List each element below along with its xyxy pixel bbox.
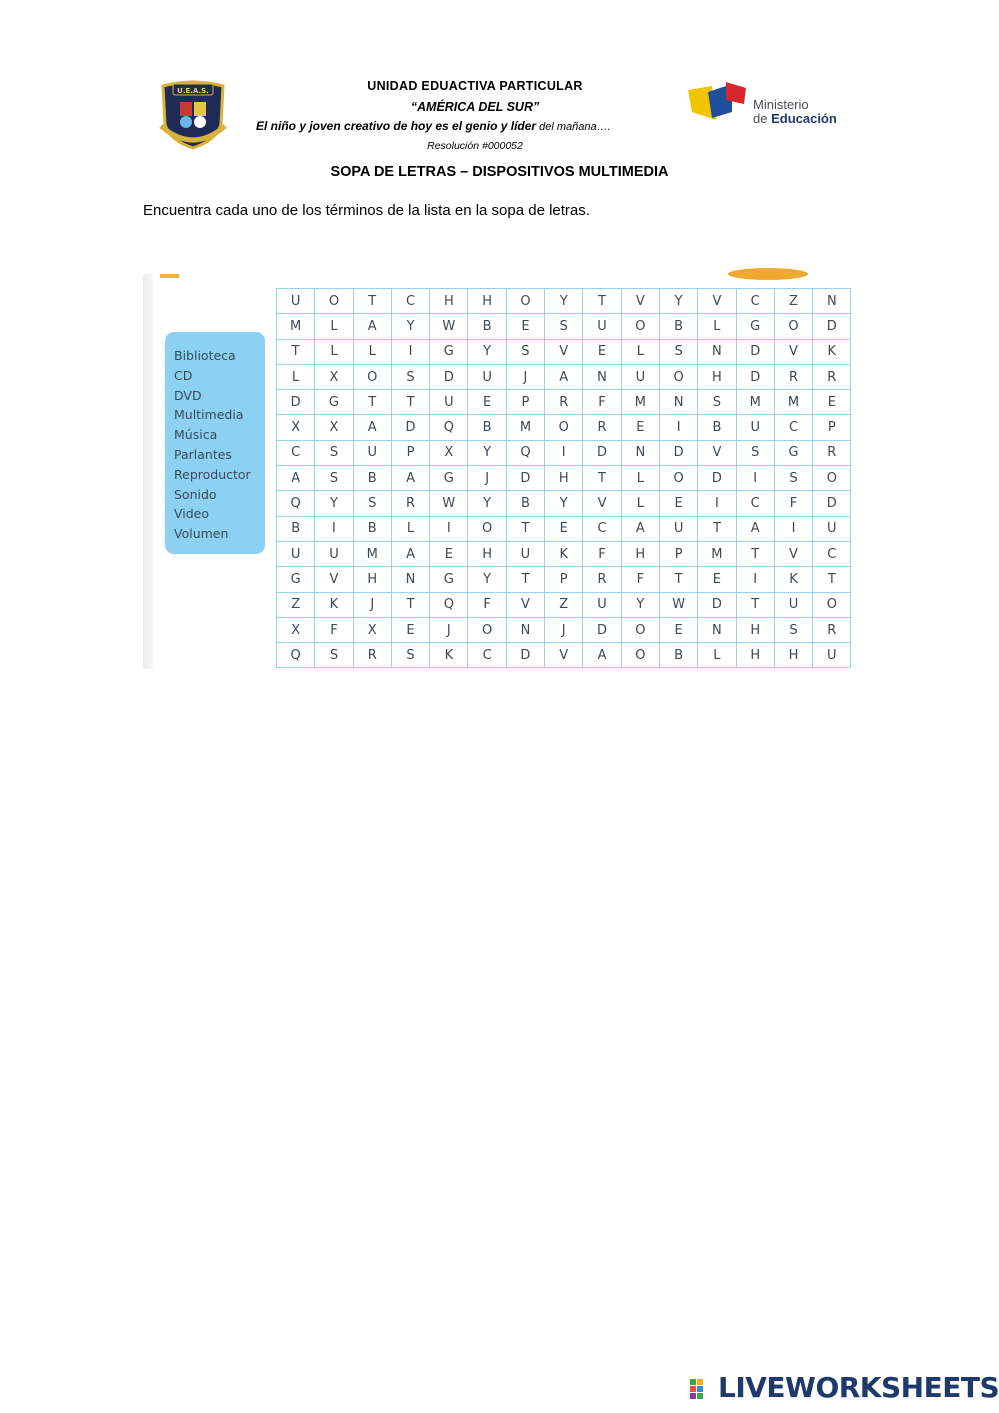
grid-cell[interactable]: G bbox=[774, 440, 812, 465]
grid-cell[interactable]: J bbox=[430, 617, 468, 642]
grid-cell[interactable]: Q bbox=[277, 491, 315, 516]
grid-cell[interactable]: S bbox=[315, 643, 353, 668]
grid-cell[interactable]: A bbox=[621, 516, 659, 541]
grid-cell[interactable]: V bbox=[698, 289, 736, 314]
grid-row bbox=[277, 390, 851, 415]
grid-cell[interactable]: Q bbox=[506, 440, 544, 465]
word-list-item: Sonido bbox=[174, 486, 217, 502]
grid-cell[interactable]: D bbox=[659, 440, 697, 465]
grid-cell[interactable]: L bbox=[698, 643, 736, 668]
grid-cell[interactable]: T bbox=[698, 516, 736, 541]
motto-bold: El niño y joven creativo de hoy es el genio y líder bbox=[256, 119, 537, 133]
grid-cell[interactable]: D bbox=[391, 415, 429, 440]
grid-cell[interactable]: I bbox=[659, 415, 697, 440]
grid-cell[interactable]: T bbox=[353, 289, 391, 314]
grid-cell[interactable]: M bbox=[698, 541, 736, 566]
grid-cell[interactable]: U bbox=[353, 440, 391, 465]
motto-rest: del mañana…. bbox=[536, 121, 611, 133]
grid-cell[interactable]: H bbox=[430, 289, 468, 314]
grid-cell[interactable]: W bbox=[430, 314, 468, 339]
grid-cell[interactable]: E bbox=[468, 390, 506, 415]
grid-cell[interactable]: O bbox=[659, 466, 697, 491]
grid-cell[interactable]: E bbox=[813, 390, 851, 415]
grid-cell[interactable]: Y bbox=[468, 567, 506, 592]
grid-cell[interactable]: U bbox=[736, 415, 774, 440]
grid-cell[interactable]: C bbox=[774, 415, 812, 440]
grid-cell[interactable]: S bbox=[506, 339, 544, 364]
resolution-number: Resolución #000052 bbox=[427, 140, 523, 152]
grid-cell[interactable]: O bbox=[621, 314, 659, 339]
grid-cell[interactable]: D bbox=[698, 592, 736, 617]
grid-cell[interactable]: T bbox=[506, 516, 544, 541]
grid-cell[interactable]: D bbox=[506, 466, 544, 491]
grid-cell[interactable]: R bbox=[545, 390, 583, 415]
grid-cell[interactable]: N bbox=[659, 390, 697, 415]
grid-cell[interactable]: T bbox=[736, 592, 774, 617]
grid-cell[interactable]: H bbox=[774, 643, 812, 668]
grid-cell[interactable]: U bbox=[774, 592, 812, 617]
grid-cell[interactable]: A bbox=[353, 415, 391, 440]
grid-cell[interactable]: K bbox=[774, 567, 812, 592]
grid-cell[interactable]: C bbox=[736, 491, 774, 516]
grid-cell[interactable]: Y bbox=[545, 289, 583, 314]
word-search-figure bbox=[143, 274, 868, 669]
grid-cell[interactable]: O bbox=[659, 364, 697, 389]
grid-cell[interactable]: C bbox=[583, 516, 621, 541]
grid-cell[interactable]: H bbox=[698, 364, 736, 389]
grid-cell[interactable]: L bbox=[391, 516, 429, 541]
grid-cell[interactable]: B bbox=[506, 491, 544, 516]
grid-cell[interactable]: O bbox=[315, 289, 353, 314]
grid-cell[interactable]: S bbox=[659, 339, 697, 364]
grid-cell[interactable]: Y bbox=[315, 491, 353, 516]
grid-cell[interactable]: J bbox=[506, 364, 544, 389]
grid-cell[interactable]: S bbox=[774, 466, 812, 491]
grid-cell[interactable]: S bbox=[315, 440, 353, 465]
grid-cell[interactable]: K bbox=[813, 339, 851, 364]
school-name: UNIDAD EDUACTIVA PARTICULAR bbox=[367, 79, 583, 93]
grid-cell[interactable]: X bbox=[277, 415, 315, 440]
grid-cell[interactable]: M bbox=[774, 390, 812, 415]
grid-cell[interactable]: D bbox=[583, 617, 621, 642]
grid-cell[interactable]: S bbox=[774, 617, 812, 642]
grid-cell[interactable]: O bbox=[813, 466, 851, 491]
grid-cell[interactable]: U bbox=[813, 516, 851, 541]
grid-cell[interactable]: O bbox=[353, 364, 391, 389]
grid-cell[interactable]: O bbox=[468, 617, 506, 642]
grid-cell[interactable]: P bbox=[659, 541, 697, 566]
word-list-item: Volumen bbox=[174, 526, 229, 542]
word-list-item: Multimedia bbox=[174, 407, 244, 423]
grid-cell[interactable]: K bbox=[545, 541, 583, 566]
grid-row bbox=[277, 643, 851, 668]
grid-cell[interactable]: T bbox=[391, 390, 429, 415]
grid-cell[interactable]: Z bbox=[277, 592, 315, 617]
grid-cell[interactable]: U bbox=[277, 289, 315, 314]
grid-cell[interactable]: D bbox=[736, 339, 774, 364]
grid-cell[interactable]: E bbox=[583, 339, 621, 364]
grid-cell[interactable]: D bbox=[583, 440, 621, 465]
document-title: SOPA DE LETRAS – DISPOSITIVOS MULTIMEDIA bbox=[330, 164, 669, 180]
grid-cell[interactable]: S bbox=[545, 314, 583, 339]
figure-top-accent bbox=[160, 274, 179, 278]
grid-row bbox=[277, 314, 851, 339]
word-list-item: Parlantes bbox=[174, 446, 232, 462]
grid-cell[interactable]: P bbox=[506, 390, 544, 415]
grid-cell[interactable]: A bbox=[583, 643, 621, 668]
grid-cell[interactable]: L bbox=[353, 339, 391, 364]
grid-cell[interactable]: C bbox=[468, 643, 506, 668]
grid-cell[interactable]: F bbox=[583, 390, 621, 415]
grid-cell[interactable]: B bbox=[659, 643, 697, 668]
grid-cell[interactable]: V bbox=[621, 289, 659, 314]
grid-cell[interactable]: U bbox=[468, 364, 506, 389]
grid-cell[interactable]: E bbox=[621, 415, 659, 440]
grid-cell[interactable]: T bbox=[583, 466, 621, 491]
grid-row bbox=[277, 541, 851, 566]
grid-cell[interactable]: Y bbox=[468, 339, 506, 364]
grid-cell[interactable]: D bbox=[277, 390, 315, 415]
grid-cell[interactable]: D bbox=[813, 491, 851, 516]
grid-cell[interactable]: U bbox=[583, 314, 621, 339]
word-list-item: Reproductor bbox=[174, 466, 251, 482]
grid-cell[interactable]: M bbox=[353, 541, 391, 566]
grid-cell[interactable]: N bbox=[813, 289, 851, 314]
grid-cell[interactable]: E bbox=[545, 516, 583, 541]
grid-cell[interactable]: L bbox=[698, 314, 736, 339]
grid-cell[interactable]: C bbox=[277, 440, 315, 465]
grid-cell[interactable]: L bbox=[621, 339, 659, 364]
grid-cell[interactable]: Y bbox=[468, 491, 506, 516]
grid-cell[interactable]: V bbox=[315, 567, 353, 592]
grid-cell[interactable]: S bbox=[315, 466, 353, 491]
grid-cell[interactable]: P bbox=[545, 567, 583, 592]
grid-cell[interactable]: X bbox=[430, 440, 468, 465]
grid-cell[interactable]: U bbox=[659, 516, 697, 541]
school-motto bbox=[256, 119, 716, 133]
grid-cell[interactable]: R bbox=[583, 415, 621, 440]
grid-cell[interactable]: H bbox=[353, 567, 391, 592]
word-list bbox=[165, 332, 265, 544]
grid-cell[interactable]: J bbox=[353, 592, 391, 617]
word-list-panel bbox=[165, 332, 265, 554]
word-list-item: Música bbox=[174, 427, 218, 443]
grid-cell[interactable]: V bbox=[774, 339, 812, 364]
grid-cell[interactable]: O bbox=[545, 415, 583, 440]
grid-cell[interactable]: X bbox=[277, 617, 315, 642]
grid-cell[interactable]: N bbox=[698, 617, 736, 642]
grid-cell[interactable]: H bbox=[736, 643, 774, 668]
grid-cell[interactable]: R bbox=[774, 364, 812, 389]
grid-cell[interactable]: O bbox=[774, 314, 812, 339]
grid-cell[interactable]: S bbox=[698, 390, 736, 415]
grid-cell[interactable]: U bbox=[315, 541, 353, 566]
figure-left-shade bbox=[143, 274, 153, 669]
grid-cell[interactable]: T bbox=[736, 541, 774, 566]
grid-cell[interactable]: G bbox=[430, 567, 468, 592]
grid-cell[interactable]: T bbox=[391, 592, 429, 617]
grid-cell[interactable]: I bbox=[698, 491, 736, 516]
grid-cell[interactable]: V bbox=[506, 592, 544, 617]
grid-row bbox=[277, 339, 851, 364]
grid-cell[interactable]: E bbox=[659, 491, 697, 516]
word-list-item: CD bbox=[174, 367, 193, 383]
grid-cell[interactable]: S bbox=[736, 440, 774, 465]
grid-cell[interactable]: A bbox=[277, 466, 315, 491]
grid-cell[interactable]: R bbox=[813, 440, 851, 465]
grid-cell[interactable]: L bbox=[315, 314, 353, 339]
grid-cell[interactable]: L bbox=[621, 466, 659, 491]
grid-cell[interactable]: M bbox=[736, 390, 774, 415]
grid-cell[interactable]: P bbox=[813, 415, 851, 440]
grid-cell[interactable]: I bbox=[391, 339, 429, 364]
grid-cell[interactable]: E bbox=[391, 617, 429, 642]
grid-cell[interactable]: D bbox=[813, 314, 851, 339]
grid-cell[interactable]: B bbox=[277, 516, 315, 541]
grid-cell[interactable]: U bbox=[506, 541, 544, 566]
grid-cell[interactable]: L bbox=[315, 339, 353, 364]
grid-cell[interactable]: F bbox=[774, 491, 812, 516]
grid-cell[interactable]: I bbox=[545, 440, 583, 465]
grid-cell[interactable]: V bbox=[545, 643, 583, 668]
grid-cell[interactable]: F bbox=[621, 567, 659, 592]
grid-cell[interactable]: C bbox=[813, 541, 851, 566]
grid-cell[interactable]: O bbox=[506, 289, 544, 314]
grid-cell[interactable]: Z bbox=[774, 289, 812, 314]
grid-cell[interactable]: X bbox=[315, 415, 353, 440]
grid-cell[interactable]: T bbox=[659, 567, 697, 592]
figure-top-curve bbox=[728, 268, 808, 280]
grid-cell[interactable]: G bbox=[430, 466, 468, 491]
grid-cell[interactable]: D bbox=[736, 364, 774, 389]
grid-cell[interactable]: H bbox=[468, 289, 506, 314]
grid-cell[interactable]: B bbox=[353, 466, 391, 491]
grid-cell[interactable]: O bbox=[621, 617, 659, 642]
grid-row bbox=[277, 617, 851, 642]
grid-cell[interactable]: A bbox=[391, 541, 429, 566]
grid-cell[interactable]: R bbox=[391, 491, 429, 516]
grid-cell[interactable]: X bbox=[353, 617, 391, 642]
grid-cell[interactable]: V bbox=[545, 339, 583, 364]
grid-cell[interactable]: I bbox=[315, 516, 353, 541]
grid-row bbox=[277, 592, 851, 617]
grid-cell[interactable]: D bbox=[698, 466, 736, 491]
letter-grid-table bbox=[276, 288, 851, 668]
school-seal-logo bbox=[155, 80, 231, 150]
grid-cell[interactable]: H bbox=[736, 617, 774, 642]
grid-cell[interactable]: Y bbox=[545, 491, 583, 516]
grid-cell[interactable]: P bbox=[391, 440, 429, 465]
grid-cell[interactable]: S bbox=[391, 643, 429, 668]
grid-cell[interactable]: Z bbox=[545, 592, 583, 617]
grid-row bbox=[277, 516, 851, 541]
grid-cell[interactable]: J bbox=[468, 466, 506, 491]
grid-cell[interactable]: N bbox=[698, 339, 736, 364]
grid-cell[interactable]: E bbox=[659, 617, 697, 642]
grid-cell[interactable]: R bbox=[583, 567, 621, 592]
grid-cell[interactable]: N bbox=[621, 440, 659, 465]
grid-cell[interactable]: U bbox=[813, 643, 851, 668]
grid-cell[interactable]: N bbox=[391, 567, 429, 592]
grid-cell[interactable]: O bbox=[621, 643, 659, 668]
grid-cell[interactable]: M bbox=[277, 314, 315, 339]
grid-cell[interactable]: C bbox=[391, 289, 429, 314]
grid-cell[interactable]: D bbox=[506, 643, 544, 668]
grid-cell[interactable]: G bbox=[315, 390, 353, 415]
grid-cell[interactable]: M bbox=[621, 390, 659, 415]
grid-cell[interactable]: L bbox=[277, 364, 315, 389]
grid-cell[interactable]: B bbox=[698, 415, 736, 440]
grid-cell[interactable]: T bbox=[353, 390, 391, 415]
grid-cell[interactable]: S bbox=[353, 491, 391, 516]
grid-cell[interactable]: Q bbox=[430, 415, 468, 440]
ministry-logo-icon bbox=[686, 82, 748, 126]
liveworksheets-logo-icon bbox=[690, 1377, 718, 1403]
school-quote: “AMÉRICA DEL SUR” bbox=[410, 100, 540, 114]
ministry-name bbox=[753, 98, 837, 126]
grid-cell[interactable]: B bbox=[353, 516, 391, 541]
grid-cell[interactable]: T bbox=[277, 339, 315, 364]
grid-cell[interactable]: E bbox=[430, 541, 468, 566]
grid-cell[interactable]: T bbox=[583, 289, 621, 314]
grid-cell[interactable]: O bbox=[468, 516, 506, 541]
grid-cell[interactable]: U bbox=[583, 592, 621, 617]
grid-cell[interactable]: Y bbox=[659, 289, 697, 314]
grid-cell[interactable]: H bbox=[545, 466, 583, 491]
grid-cell[interactable]: H bbox=[621, 541, 659, 566]
grid-row bbox=[277, 466, 851, 491]
grid-cell[interactable]: G bbox=[277, 567, 315, 592]
grid-cell[interactable]: T bbox=[506, 567, 544, 592]
grid-cell[interactable]: E bbox=[698, 567, 736, 592]
word-list-item: DVD bbox=[174, 387, 202, 403]
grid-cell[interactable]: L bbox=[621, 491, 659, 516]
grid-cell[interactable]: A bbox=[545, 364, 583, 389]
grid-cell[interactable]: A bbox=[736, 516, 774, 541]
grid-cell[interactable]: I bbox=[774, 516, 812, 541]
grid-cell[interactable]: W bbox=[659, 592, 697, 617]
grid-row bbox=[277, 415, 851, 440]
grid-cell[interactable]: T bbox=[813, 567, 851, 592]
grid-cell[interactable]: K bbox=[430, 643, 468, 668]
grid-cell[interactable]: W bbox=[430, 491, 468, 516]
ministry-line-1: Ministerio bbox=[753, 97, 809, 112]
grid-cell[interactable]: R bbox=[813, 617, 851, 642]
grid-cell[interactable]: F bbox=[468, 592, 506, 617]
grid-cell[interactable]: V bbox=[774, 541, 812, 566]
grid-cell[interactable]: X bbox=[315, 364, 353, 389]
grid-cell[interactable]: R bbox=[353, 643, 391, 668]
grid-cell[interactable]: O bbox=[813, 592, 851, 617]
grid-cell[interactable]: G bbox=[430, 339, 468, 364]
grid-cell[interactable]: V bbox=[698, 440, 736, 465]
grid-cell[interactable]: Y bbox=[621, 592, 659, 617]
grid-cell[interactable]: I bbox=[430, 516, 468, 541]
letter-grid bbox=[276, 288, 851, 668]
grid-cell[interactable]: U bbox=[621, 364, 659, 389]
grid-cell[interactable]: C bbox=[736, 289, 774, 314]
grid-cell[interactable]: Q bbox=[277, 643, 315, 668]
grid-cell[interactable]: J bbox=[545, 617, 583, 642]
grid-row bbox=[277, 491, 851, 516]
grid-cell[interactable]: B bbox=[468, 314, 506, 339]
brand-name: LIVEWORKSHEETS bbox=[718, 1371, 999, 1404]
ministry-line-2-prefix: de bbox=[753, 111, 772, 126]
grid-cell[interactable]: E bbox=[506, 314, 544, 339]
grid-cell[interactable]: F bbox=[583, 541, 621, 566]
grid-cell[interactable]: K bbox=[315, 592, 353, 617]
seal-text: U.E.A.S. bbox=[177, 87, 209, 95]
ministry-line-2 bbox=[753, 112, 837, 126]
grid-cell[interactable]: Q bbox=[430, 592, 468, 617]
grid-cell[interactable]: I bbox=[736, 466, 774, 491]
instructions-text: Encuentra cada uno de los términos de la lista en la sopa de letras. bbox=[143, 202, 590, 219]
word-list-item: Video bbox=[174, 506, 210, 522]
word-list-item: Biblioteca bbox=[174, 348, 236, 363]
ministry-line-2-main: Educación bbox=[771, 111, 837, 126]
grid-row bbox=[277, 440, 851, 465]
grid-cell[interactable]: V bbox=[583, 491, 621, 516]
grid-cell[interactable]: G bbox=[736, 314, 774, 339]
grid-cell[interactable]: U bbox=[277, 541, 315, 566]
grid-row bbox=[277, 567, 851, 592]
grid-cell[interactable]: N bbox=[506, 617, 544, 642]
grid-cell[interactable]: Y bbox=[468, 440, 506, 465]
grid-cell[interactable]: H bbox=[468, 541, 506, 566]
grid-cell[interactable]: M bbox=[506, 415, 544, 440]
grid-cell[interactable]: N bbox=[583, 364, 621, 389]
grid-cell[interactable]: U bbox=[430, 390, 468, 415]
grid-cell[interactable]: I bbox=[736, 567, 774, 592]
grid-cell[interactable]: F bbox=[315, 617, 353, 642]
grid-cell[interactable]: A bbox=[353, 314, 391, 339]
grid-cell[interactable]: S bbox=[391, 364, 429, 389]
grid-row bbox=[277, 289, 851, 314]
grid-cell[interactable]: Y bbox=[391, 314, 429, 339]
grid-row bbox=[277, 364, 851, 389]
grid-cell[interactable]: A bbox=[391, 466, 429, 491]
grid-cell[interactable]: B bbox=[468, 415, 506, 440]
grid-cell[interactable]: D bbox=[430, 364, 468, 389]
grid-cell[interactable]: B bbox=[659, 314, 697, 339]
grid-cell[interactable]: R bbox=[813, 364, 851, 389]
